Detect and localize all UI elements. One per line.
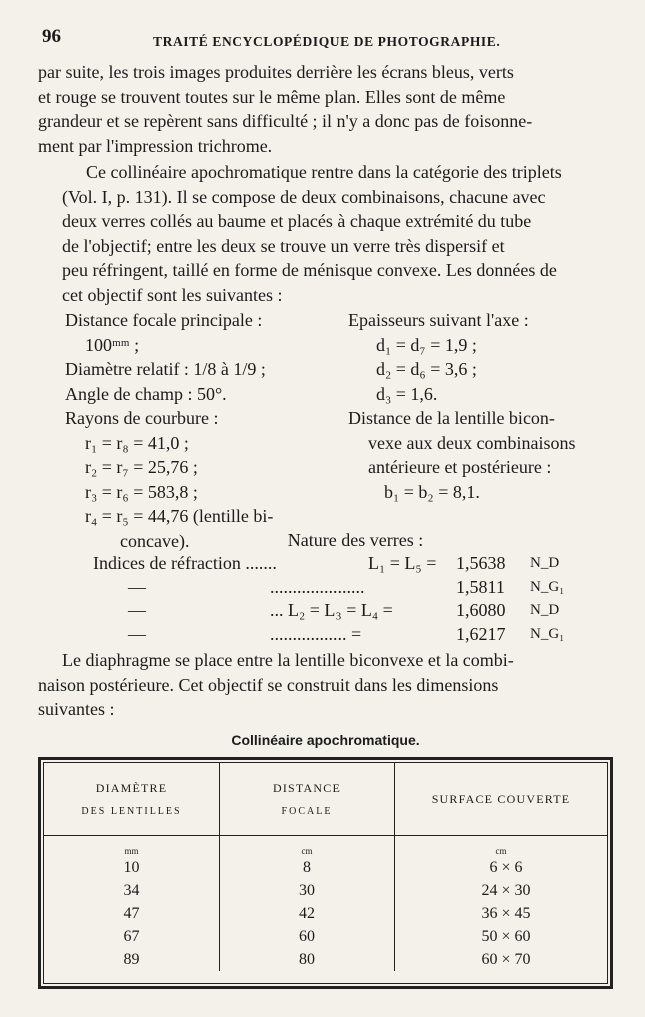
spec-line: 100ᵐᵐ ; xyxy=(85,334,140,355)
column-header-surface xyxy=(395,763,608,836)
column-header-diametre xyxy=(44,763,220,836)
table-cell: 6 × 6 xyxy=(489,858,523,876)
unit-row xyxy=(44,836,607,857)
header-main: DISTANCE xyxy=(273,781,341,795)
header-sub: FOCALE xyxy=(281,806,333,817)
text-line: Le diaphragme se place entre la lentille biconvexe et la combi- xyxy=(62,650,514,670)
text-line: naison postérieure. Cet objectif se construit dans les dimensions xyxy=(38,674,499,695)
index-ray: N_D xyxy=(530,602,560,618)
table-cell: 80 xyxy=(220,948,395,971)
text-line: Ce collinéaire apochromatique rentre dans la catégorie des triplets xyxy=(86,162,562,182)
text-line: par suite, les trois images produites derrière les écrans bleus, verts xyxy=(38,62,514,82)
spec-line: r₄ = r₅ = 44,76 (lentille bi- xyxy=(85,506,274,526)
index-lens: L₁ = L₅ = xyxy=(368,553,437,573)
spec-line: Diamètre relatif : 1/8 à 1/9 ; xyxy=(65,359,266,379)
column-header-distance xyxy=(220,763,395,836)
index-ray: N_D xyxy=(530,555,560,571)
table-cell: 34 xyxy=(44,879,220,902)
spec-line: Angle de champ : 50°. xyxy=(65,383,227,404)
index-row xyxy=(38,623,613,647)
specs-right-column xyxy=(348,308,618,504)
table-cell: 10 xyxy=(44,856,220,879)
table-inner-border xyxy=(43,762,608,984)
index-ray: N_G₁ xyxy=(530,578,565,595)
index-value: 1,5638 xyxy=(456,553,506,573)
spec-line: Distance focale principale : xyxy=(65,310,263,330)
table-cell: 47 xyxy=(44,902,220,925)
spec-line: Epaisseurs suivant l'axe : xyxy=(348,310,529,330)
table xyxy=(44,763,607,971)
index-label: Indices de réfraction ....... xyxy=(93,553,277,573)
index-value: 1,6217 xyxy=(456,623,506,644)
spec-line: b₁ = b₂ = 8,1. xyxy=(384,481,480,502)
text-line: de l'objectif; entre les deux se trouve un verre très dispersif et xyxy=(62,235,505,256)
spec-line: Rayons de courbure : xyxy=(65,408,219,428)
index-lens: ..................... xyxy=(270,576,365,597)
spec-line: r₂ = r₇ = 25,76 ; xyxy=(85,457,198,477)
table-title: Collinéaire apochromatique. xyxy=(231,731,420,748)
spec-line: Distance de la lentille bicon- xyxy=(348,408,555,428)
unit-cell: mm xyxy=(44,836,220,857)
table-cell: 60 × 70 xyxy=(481,950,531,968)
table-row xyxy=(44,948,607,971)
unit-cell: cm xyxy=(495,846,507,856)
table-cell: 8 xyxy=(220,856,395,879)
spec-line: concave). xyxy=(120,530,190,551)
index-label: — xyxy=(128,576,146,597)
page-number: 96 xyxy=(42,26,61,47)
unit-cell: cm xyxy=(220,836,395,857)
page-header xyxy=(38,22,613,50)
paragraph-3 xyxy=(38,648,613,722)
table-cell: 67 xyxy=(44,925,220,948)
index-label: — xyxy=(128,623,146,644)
spec-line: d₁ = d₇ = 1,9 ; xyxy=(376,334,477,355)
refraction-indices xyxy=(38,552,613,646)
index-ray: N_G₁ xyxy=(530,625,565,642)
spec-line: r₁ = r₈ = 41,0 ; xyxy=(85,432,189,453)
text-line: suivantes : xyxy=(38,699,115,719)
table-cell: 60 xyxy=(220,925,395,948)
table-cell: 50 × 60 xyxy=(481,927,531,945)
dimensions-table xyxy=(38,757,613,989)
table-cell: 89 xyxy=(44,948,220,971)
spec-line: vexe aux deux combinaisons xyxy=(368,432,576,453)
text-line: peu réfringent, taillé en forme de ménisque convexe. Les données de xyxy=(62,260,557,280)
running-title: TRAITÉ ENCYCLOPÉDIQUE DE PHOTOGRAPHIE. xyxy=(153,34,501,49)
text-line: et rouge se trouvent toutes sur le même plan. Elles sont de même xyxy=(38,86,506,107)
spec-line: d₂ = d₆ = 3,6 ; xyxy=(376,359,477,379)
text-line: (Vol. I, p. 131). Il se compose de deux combinaisons, chacune avec xyxy=(62,186,546,207)
index-row xyxy=(38,552,613,576)
text-line: deux verres collés au baume et placés à chaque extrémité du tube xyxy=(62,211,532,231)
specs-left-column xyxy=(65,308,355,553)
index-row xyxy=(38,576,613,600)
text-line: cet objectif sont les suivantes : xyxy=(62,284,283,305)
paragraph-2 xyxy=(38,160,613,307)
index-lens: ................. = xyxy=(270,623,362,644)
text-line: grandeur et se repèrent sans difficulté ; il n'y a donc pas de foisonne- xyxy=(38,111,533,131)
index-lens: ... L₂ = L₃ = L₄ = xyxy=(270,600,393,620)
spec-line: r₃ = r₆ = 583,8 ; xyxy=(85,481,198,502)
page xyxy=(38,22,613,754)
index-value: 1,6080 xyxy=(456,600,506,620)
table-cell: 42 xyxy=(220,902,395,925)
text-line: ment par l'impression trichrome. xyxy=(38,135,273,156)
index-label: — xyxy=(128,600,146,620)
table-row xyxy=(44,856,607,879)
paragraph-1 xyxy=(38,60,613,158)
header-main: SURFACE COUVERTE xyxy=(431,791,571,806)
table-cell: 24 × 30 xyxy=(481,881,531,899)
spec-line: antérieure et postérieure : xyxy=(368,457,552,477)
table-row xyxy=(44,925,607,948)
nature-des-verres-heading: Nature des verres : xyxy=(287,530,424,550)
header-sub: DES LENTILLES xyxy=(81,806,182,817)
table-cell: 30 xyxy=(220,879,395,902)
index-value: 1,5811 xyxy=(456,576,505,597)
table-cell: 36 × 45 xyxy=(481,904,531,922)
spec-line: d₃ = 1,6. xyxy=(376,383,438,404)
index-row xyxy=(38,599,613,623)
header-main: DIAMÈTRE xyxy=(95,781,168,795)
table-row xyxy=(44,879,607,902)
table-header-row xyxy=(44,763,607,836)
table-row xyxy=(44,902,607,925)
